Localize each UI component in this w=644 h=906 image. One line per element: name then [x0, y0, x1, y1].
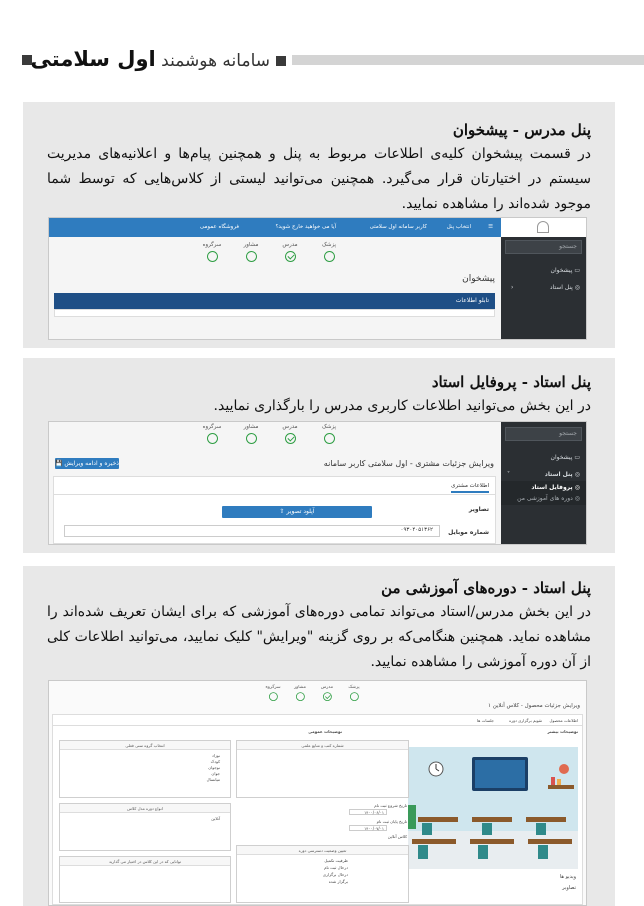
role-doctor[interactable]: [314, 242, 344, 262]
role-leader[interactable]: [197, 424, 227, 444]
age-option[interactable]: نوجوان: [208, 765, 220, 770]
dark-sidebar: [501, 218, 586, 339]
access-option[interactable]: برگزار شده: [328, 879, 348, 884]
sidebar-item-dashboard[interactable]: ▭ پیشخوان: [550, 267, 580, 274]
page-heading: ویرایش جزئیات مشتری - اول سلامتی کاربر سامانه: [323, 459, 494, 468]
circle-icon: [246, 251, 257, 262]
tab-schedule[interactable]: تقویم برگزاری دوره: [509, 718, 542, 723]
section-text: [47, 576, 591, 675]
class-type-option[interactable]: آنلاین: [211, 816, 220, 821]
header-prefix: سامانه هوشمند: [161, 51, 270, 71]
tab-sessions[interactable]: جلسات ها: [477, 718, 494, 723]
panel-title: انواع دوره مدل کلاس: [60, 804, 230, 813]
end-date-value: ۱۴۰۰/۰۷/۰۱: [364, 826, 384, 831]
tab-customer-info[interactable]: اطلاعات مشتری: [451, 483, 489, 493]
header-brand: اول سلامتی: [30, 47, 156, 71]
sidebar-item-teacher-panel[interactable]: ◎ پنل استاد: [549, 284, 580, 291]
screenshot-profile: [48, 421, 587, 545]
sidebar-item-label: پیشخوان: [550, 454, 573, 461]
menu-icon[interactable]: ☰: [488, 224, 493, 230]
topbar-select-panel[interactable]: انتخاب پنل: [446, 224, 471, 230]
sidebar-item-my-courses[interactable]: ◎ دوره های آموزشی من: [517, 495, 580, 502]
age-option[interactable]: میانسال: [206, 777, 220, 782]
logo-area: [501, 218, 586, 237]
age-option[interactable]: جوان: [211, 771, 220, 776]
check-circle-icon: [285, 433, 296, 444]
images-label: تصاویر: [468, 506, 489, 513]
top-bar: [49, 218, 501, 237]
circle-icon: [324, 251, 335, 262]
section-body: در قسمت پیشخوان کلیه‌ی اطلاعات مربوط به پنل و همچنین پیام‌ها و اعلانیه‌های مدیریت سیستم در اختیارتان قرار می‌گیرد. همچنین می‌توانید لیستی از کلاس‌هایی که توسط شما موجود شده‌اند را مشاهده نمایید.: [47, 146, 591, 212]
page-heading: ویرایش جزئیات محصول - کلاس آنلاین ۱: [488, 703, 580, 709]
section-text: [47, 370, 591, 419]
role-consultant[interactable]: [288, 685, 312, 701]
tab-divider: [53, 725, 582, 726]
screenshot-dashboard: [48, 217, 587, 340]
panel-title: توانایی که در این کلاس در اختیار می گذارید: [60, 857, 230, 866]
section-title: پنل استاد - دوره‌های آموزشی من: [381, 579, 591, 597]
panel-title: انتخاب گروه سنی فعلی: [60, 741, 230, 750]
section-body: در این بخش مدرس/استاد می‌تواند تمامی دوره‌های آموزشی که برای ایشان تعریف شده‌اند را مشاهده نماید. همچنین هنگامی‌که بر روی گزینه "ویرایش" کلیک نمایید، می‌توانید اطلاعات کلی از آن دوره آموزشی را مشاهده نمایید.: [47, 604, 591, 670]
role-doctor[interactable]: [314, 424, 344, 444]
age-option[interactable]: نوزاد: [211, 753, 220, 758]
circle-icon: [269, 692, 278, 701]
sidebar-item-label: دوره های آموزشی من: [517, 495, 573, 502]
role-label: مدرس: [282, 424, 298, 430]
general-desc-label: توضیحات عمومی: [308, 729, 342, 734]
section-title: پنل مدرس - پیشخوان: [452, 121, 591, 139]
access-option[interactable]: ظرفیت تکمیل: [324, 858, 348, 863]
topbar-shop[interactable]: فروشگاه عمومی: [199, 224, 239, 230]
sidebar-item-dashboard[interactable]: ▭ پیشخوان: [550, 454, 580, 461]
classroom-illustration: [408, 747, 578, 869]
section-text: [47, 118, 591, 217]
mobile-label: شماره موبایل: [448, 529, 489, 536]
tab-product-info[interactable]: اطلاعات محصول: [549, 718, 578, 723]
topbar-logout[interactable]: آیا می خواهید خارج شوید؟: [275, 224, 336, 230]
panel-title: تعیین وضعیت دسترسی دوره: [237, 846, 408, 855]
sidebar-item-label: پنل استاد: [544, 471, 573, 478]
role-label: مشاور: [294, 685, 306, 690]
start-date-value: ۱۴۰۰/۰۶/۰۱: [364, 810, 384, 815]
circle-icon: [350, 692, 359, 701]
panel-abilities: [59, 856, 231, 903]
sidebar-item-profile[interactable]: ◎ پروفایل استاد: [531, 484, 580, 491]
panel-title: شماره کتب و منابع علمی: [237, 741, 408, 750]
role-label: مشاور: [243, 424, 259, 430]
header-square-right: [276, 56, 286, 66]
upload-image-button[interactable]: ⇧ آپلود تصویر: [222, 506, 372, 518]
tab-divider: [54, 494, 495, 495]
role-label: مشاور: [243, 242, 259, 248]
panel-access: [236, 845, 409, 903]
mobile-value: ۰۹۳۰۴۰۵۱۳۶۲: [400, 527, 433, 533]
search-input[interactable]: جستجو: [505, 427, 582, 441]
role-leader[interactable]: [261, 685, 285, 701]
circle-icon: [296, 692, 305, 701]
role-doctor[interactable]: [342, 685, 366, 701]
images-label: تصاویر: [562, 885, 576, 891]
sidebar-item-label: پیشخوان: [550, 267, 573, 274]
save-continue-button[interactable]: 💾 ذخیره و ادامه ویرایش: [55, 460, 119, 467]
role-leader[interactable]: [197, 242, 227, 262]
section-body: در این بخش می‌توانید اطلاعات کاربری مدرس را بارگذاری نمایید.: [213, 398, 591, 414]
section-profile: [23, 358, 615, 553]
panel-class-type: [59, 803, 231, 851]
role-consultant[interactable]: [236, 242, 266, 262]
chevron-down-icon: ˅: [507, 471, 510, 478]
topbar-user[interactable]: کاربر سامانه اول سلامتی: [369, 224, 427, 230]
sidebar-item-teacher-panel[interactable]: ◎ پنل استاد: [544, 471, 580, 478]
page-heading: پیشخوان: [462, 274, 495, 284]
role-label: سرگروه: [202, 424, 222, 430]
role-consultant[interactable]: [236, 424, 266, 444]
role-teacher[interactable]: [275, 242, 305, 262]
start-date-input[interactable]: [349, 809, 387, 815]
circle-icon: [207, 433, 218, 444]
button-label: آپلود تصویر: [286, 508, 315, 515]
panel-age-group: [59, 740, 231, 798]
access-option[interactable]: درحال برگزاری: [322, 872, 348, 877]
product-card: [52, 714, 583, 905]
search-input[interactable]: جستجو: [505, 240, 582, 254]
button-label: ذخیره و ادامه ویرایش: [64, 460, 119, 467]
sidebar-item-label: پنل استاد: [549, 284, 573, 291]
logo-icon: [537, 221, 549, 233]
role-label: مدرس: [320, 685, 334, 690]
panel-books: [236, 740, 409, 798]
section-dashboard: [23, 102, 615, 348]
info-board-body: [54, 309, 495, 317]
form-card: [53, 476, 496, 544]
page-header: [0, 46, 644, 76]
info-board-bar[interactable]: تابلو اطلاعات: [54, 293, 495, 309]
section-courses: [23, 566, 615, 906]
dark-sidebar: [501, 422, 586, 544]
circle-icon: [324, 433, 335, 444]
role-label: پزشک: [321, 424, 337, 430]
end-date-label: تاریخ پایان ثبت نام: [376, 819, 407, 824]
access-option[interactable]: درحال ثبت نام: [324, 865, 348, 870]
role-label: مدرس: [282, 242, 298, 248]
screenshot-courses: [48, 680, 587, 906]
section-title: پنل استاد - پروفایل استاد: [431, 373, 591, 391]
circle-icon: [207, 251, 218, 262]
role-label: پزشک: [348, 685, 360, 690]
videos-label: ویدیو ها: [559, 874, 576, 880]
page-title: [31, 46, 286, 74]
circle-icon: [246, 433, 257, 444]
check-circle-icon: [323, 692, 332, 701]
role-teacher[interactable]: [315, 685, 339, 701]
check-circle-icon: [285, 251, 296, 262]
role-label: سرگروه: [265, 685, 281, 690]
age-option[interactable]: کودک: [210, 759, 220, 764]
start-date-label: تاریخ شروع ثبت نام: [374, 803, 407, 808]
role-label: پزشک: [321, 242, 337, 248]
role-label: سرگروه: [202, 242, 222, 248]
header-bar: [292, 55, 644, 65]
mobile-input[interactable]: [64, 525, 440, 537]
active-label: کلاس آنلاین: [387, 834, 407, 839]
sidebar-item-label: پروفایل استاد: [531, 484, 573, 491]
role-teacher[interactable]: [275, 424, 305, 444]
end-date-input[interactable]: [349, 825, 387, 831]
chevron-left-icon: ‹: [511, 284, 514, 291]
more-desc-label: توضیحات بیشتر: [547, 729, 578, 734]
